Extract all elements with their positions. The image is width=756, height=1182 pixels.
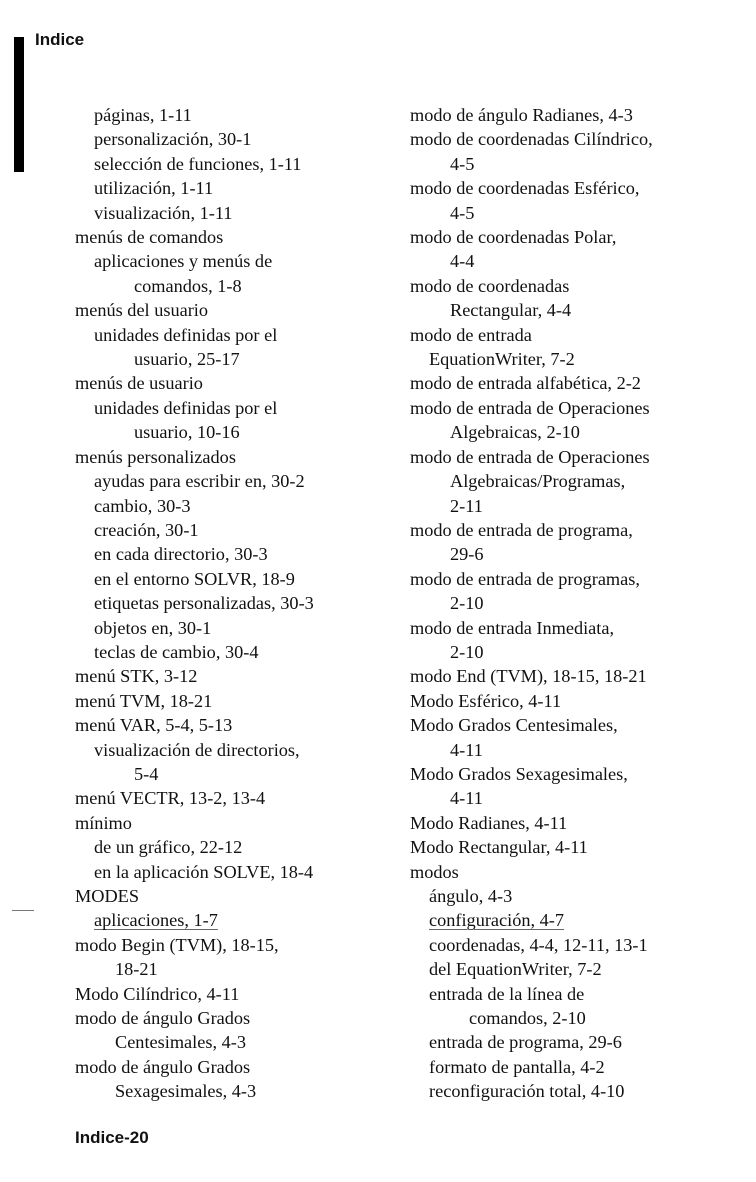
index-entry: ayudas para escribir en, 30-2 [94,471,305,492]
index-entry: modo de entrada de programas, [410,568,640,589]
index-entry: modo de entrada alfabética, 2-2 [410,373,641,394]
index-entry: Sexagesimales, 4-3 [115,1081,257,1102]
index-entry: ángulo, 4-3 [429,886,513,906]
index-entry: modo de entrada de Operaciones [410,446,650,467]
index-entry: páginas, 1-11 [94,105,192,125]
index-entry: del EquationWriter, 7-2 [429,959,602,980]
index-entry: modo de ángulo Grados [75,1056,251,1077]
index-entry: menús de usuario [75,373,203,394]
index-entry: 4-5 [450,153,475,174]
index-entry: aplicaciones y menús de [94,251,273,272]
index-entry: en cada directorio, 30-3 [94,544,268,565]
index-entry: menú VAR, 5-4, 5-13 [75,715,233,736]
index-entry: cambio, 30-3 [94,495,191,516]
index-column-left [75,103,405,1104]
index-entry: modo End (TVM), 18-15, 18-21 [410,666,647,687]
index-entry: modo de coordenadas Polar, [410,227,617,248]
index-entry: 2-10 [450,641,484,662]
index-entry: unidades definidas por el [94,324,278,345]
index-entry: EquationWriter, 7-2 [429,349,575,370]
index-entry: visualización, 1-11 [94,202,233,223]
index-entry: Modo Cilíndrico, 4-11 [75,983,240,1004]
index-entry: modos [410,861,459,882]
index-entry: unidades definidas por el [94,397,278,418]
index-entry: formato de pantalla, 4-2 [429,1056,605,1077]
index-entry: 4-5 [450,202,475,223]
index-entry: usuario, 10-16 [134,422,240,443]
index-entry: menú VECTR, 13-2, 13-4 [75,788,266,809]
index-entry: Modo Rectangular, 4-11 [410,837,588,858]
index-entry: usuario, 25-17 [134,349,240,370]
index-entry: objetos en, 30-1 [94,617,212,638]
index-entry: 2-11 [450,495,483,516]
index-entry: menús personalizados [75,446,236,467]
index-entry: menú TVM, 18-21 [75,690,213,711]
index-entry: reconfiguración total, 4-10 [429,1081,625,1102]
index-entry: creación, 30-1 [94,519,199,540]
index-entry: Modo Esférico, 4-11 [410,690,562,711]
index-entry: modo de ángulo Radianes, 4-3 [410,105,633,125]
index-entry: utilización, 1-11 [94,178,214,199]
index-entry: modo Begin (TVM), 18-15, [75,934,279,955]
index-entry: modo de entrada [410,324,532,345]
index-entry: 4-11 [450,739,483,760]
index-entry: modo de coordenadas Esférico, [410,178,640,199]
index-entry: modo de coordenadas [410,275,570,296]
index-entry: entrada de la línea de [429,983,585,1004]
index-entry: 18-21 [115,959,158,980]
index-entry: mínimo [75,812,132,833]
index-entry: Modo Radianes, 4-11 [410,812,568,833]
index-entry: personalización, 30-1 [94,129,252,150]
thumb-index-tab [14,37,24,172]
index-entry: comandos, 1-8 [134,275,242,296]
index-entry: modo de entrada Inmediata, [410,617,615,638]
index-entry: Modo Grados Sexagesimales, [410,763,628,784]
index-entry: modo de entrada de Operaciones [410,397,650,418]
index-entry: modo de entrada de programa, [410,519,633,540]
index-entry: selección de funciones, 1-11 [94,153,302,174]
index-entry: de un gráfico, 22-12 [94,837,243,858]
index-entry: Algebraicas, 2-10 [450,422,580,443]
index-entry: visualización de directorios, [94,739,300,760]
index-column-right [410,103,730,1104]
index-entry: comandos, 2-10 [469,1008,586,1029]
index-entry: en el entorno SOLVR, 18-9 [94,568,295,589]
index-entry: 5-4 [134,763,159,784]
margin-mark [12,910,34,911]
index-entry: etiquetas personalizadas, 30-3 [94,593,314,614]
index-entry: Centesimales, 4-3 [115,1032,246,1053]
index-entry: 29-6 [450,544,484,565]
index-entry: aplicaciones, 1-7 [94,910,218,931]
index-entry: modo de ángulo Grados [75,1008,251,1029]
index-entry: 4-11 [450,788,483,809]
index-entry: Rectangular, 4-4 [450,300,572,321]
index-entry: MODES [75,886,139,906]
page-header: Indice [35,30,85,49]
index-entry: 2-10 [450,593,484,614]
index-entry: modo de coordenadas Cilíndrico, [410,129,653,150]
index-entry: entrada de programa, 29-6 [429,1032,622,1053]
index-entry: menús de comandos [75,227,224,248]
index-entry: menús del usuario [75,300,209,321]
index-entry: teclas de cambio, 30-4 [94,641,259,662]
index-entry: Modo Grados Centesimales, [410,715,618,736]
index-entry: 4-4 [450,251,475,272]
index-entry: Algebraicas/Programas, [450,471,626,492]
index-entry: coordenadas, 4-4, 12-11, 13-1 [429,934,648,955]
index-entry: en la aplicación SOLVE, 18-4 [94,861,314,882]
index-entry: menú STK, 3-12 [75,666,198,687]
page-footer: Indice-20 [75,1128,149,1147]
index-entry: configuración, 4-7 [429,910,565,931]
